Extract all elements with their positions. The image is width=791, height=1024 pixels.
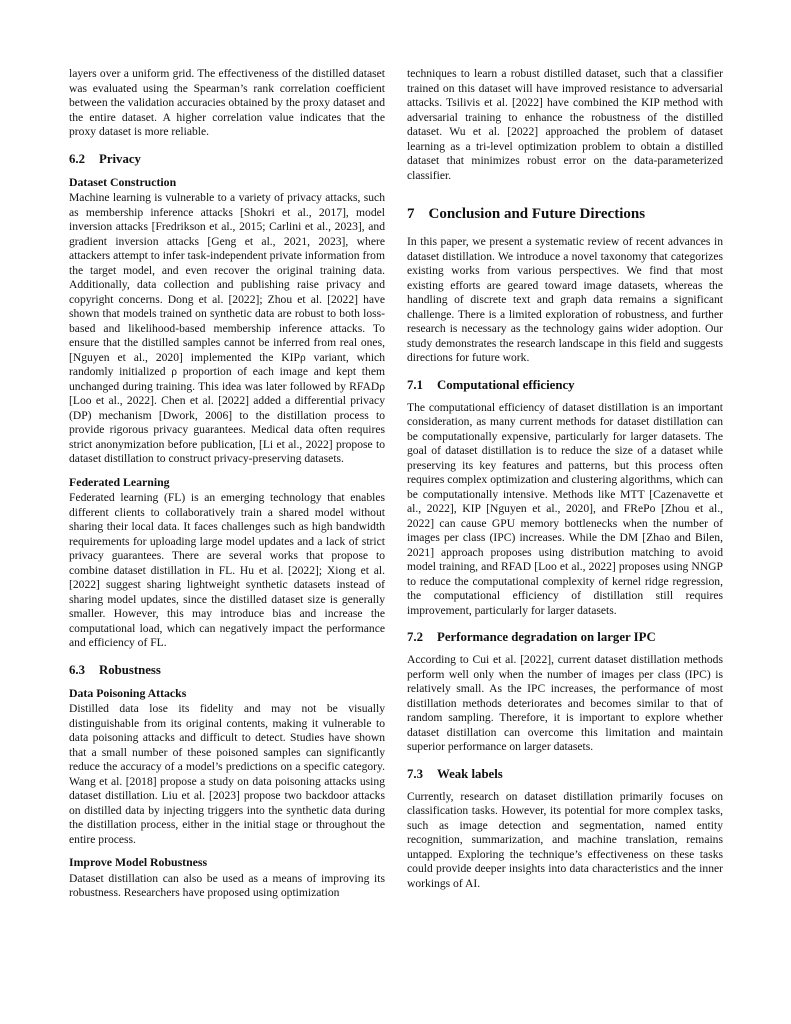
paragraph-data-poisoning: Distilled data lose its fidelity and may not be visually distinguishable from its original contents, making it vulnerable to data poisoning attacks and difficult to detect. Studies have shown that a small number of these poisoned samples can significantly reduce the accuracy of a model’s predictions on a specific category. Wang et al. [2018] propose a study on data poisoning attacks using dataset distillation. Liu et al. [2023] propose two backdoor attacks on distilled data by injecting triggers into the synthetic data during the distillation process, either in the initial stage or throughout the entire process. xyxy=(69,702,385,846)
section-number: 6.2 xyxy=(69,151,85,166)
subheading-dataset-construction: Dataset Construction xyxy=(69,174,177,189)
paragraph-intro: layers over a uniform grid. The effectiveness of the distilled dataset was evaluated using the Spearman’s rank correlation coefficient between the validation accuracies obtained by the proxy dataset and the entire dataset. A higher correlation value indicates that the proxy dataset is more reliable. xyxy=(69,67,385,138)
section-heading-weak-labels xyxy=(407,767,723,782)
subheading-federated-learning: Federated Learning xyxy=(69,474,170,489)
section-title: Robustness xyxy=(99,662,161,677)
chapter-number: 7 xyxy=(407,206,415,222)
right-column xyxy=(407,67,723,891)
section-heading-robustness xyxy=(69,663,385,678)
section-number: 7.2 xyxy=(407,630,423,644)
chapter-heading-conclusion xyxy=(407,205,723,223)
paragraph-computational-efficiency: The computational efficiency of dataset distillation is an important consideration, as many current methods for dataset distillation can be computationally expensive, particularly for larger datasets. The goal of dataset distillation is to reduce the size of a dataset while preserving its key features and patterns, but this process often requires complex optimization and clustering algorithms, which can be computationally intensive. Methods like MTT [Cazenavette et al., 2022], KIP [Nguyen et al., 2020], and FRePo [Zhou et al., 2022] can cause GPU memory bottlenecks when the number of images per class (IPC) increases. While the DM [Zhao and Bilen, 2021] approach proposes using distribution matching to avoid model training, and RFAD [Loo et al., 2022] proposes using NNGP to reduce the computational complexity of kernel ridge regression, the computational efficiency of distillation still requires improvement, particularly for larger datasets. xyxy=(407,400,723,617)
paragraph-dataset-construction: Machine learning is vulnerable to a variety of privacy attacks, such as membership inference attacks [Shokri et al., 2017], model inversion attacks [Fredrikson et al., 2015; Carlini et al., 2023], and gradient inversion attacks [Geng et al., 2021, 2023], where attackers attempt to infer task-independent private information from the target model, and even recover the original training data. Additionally, data collection and publishing raise privacy and copyright concerns. Dong et al. [2022]; Zhou et al. [2022] have shown that models trained on synthetic data are robust to both loss-based and likelihood-based membership inference attacks. To ensure that the distilled samples cannot be inferred from real ones, [Nguyen et al., 2020] implemented the KIPρ variant, which randomly initialized ρ proportion of each image and kept them unchanged during training. This idea was later followed by RFADρ [Loo et al., 2022]. Chen et al. [2022] added a differential privacy (DP) mechanism [Dwork, 2006] to the distillation process to provide rigorous privacy guarantees. Medical data often requires strict anonymization before publication, [Li et al., 2022] propose to dataset distillation to construct privacy-preserving datasets. xyxy=(69,191,385,465)
subheading-improve-robustness: Improve Model Robustness xyxy=(69,855,208,869)
paragraph-conclusion: In this paper, we present a systematic review of recent advances in dataset distillation. We introduce a novel taxonomy that categorizes existing works from various perspectives. We find that most existing efforts are geared toward image datasets, whereas the handling of discrete text and graph data remains a significant challenge. There is a limited exploration of robustness, and further research is necessary as the technology gains wider adoption. Our study demonstrates the research landscape in this field and suggests directions for future work. xyxy=(407,235,723,364)
chapter-title: Conclusion and Future Directions xyxy=(428,206,646,222)
section-title: Performance degradation on larger IPC xyxy=(437,630,656,644)
section-heading-performance-degradation xyxy=(407,630,723,645)
section-title: Privacy xyxy=(99,151,141,166)
paragraph-robustness-continued: techniques to learn a robust distilled dataset, such that a classifier trained on this dataset will have improved resistance to adversarial attacks. Tsilivis et al. [2022] have combined the KIP method with adversarial training to enhance the robustness of the distilled dataset. Wu et al. [2022] approached the problem of dataset learning as a tri-level optimization problem to obtain a distilled dataset that minimizes robust error on the data-parameterized classifier. xyxy=(407,67,723,182)
section-heading-computational-efficiency xyxy=(407,378,723,393)
paragraph-performance-degradation: According to Cui et al. [2022], current dataset distillation methods perform well only when the number of images per class (IPC) is relatively small. As the IPC increases, the performance of most distillation methods deteriorates and becomes similar to that of random sampling. Therefore, it is important to explore whether dataset distillation can overcome this limitation and maintain superior performance on larger datasets. xyxy=(407,653,723,753)
section-title: Computational efficiency xyxy=(437,377,575,392)
section-number: 7.1 xyxy=(407,377,423,392)
subheading-data-poisoning: Data Poisoning Attacks xyxy=(69,685,187,700)
section-heading-privacy xyxy=(69,152,385,167)
section-number: 7.3 xyxy=(407,766,423,781)
left-column xyxy=(69,67,385,901)
paragraph-weak-labels: Currently, research on dataset distillation primarily focuses on classification tasks. However, its potential for more complex tasks, such as image detection and segmentation, named entity recognition, summarization, and machine translation, remains untapped. Exploring the technique’s effectiveness on these tasks could provide deeper insights into data characteristics and the inner workings of AI. xyxy=(407,789,723,890)
section-number: 6.3 xyxy=(69,662,85,677)
section-title: Weak labels xyxy=(437,766,503,781)
paragraph-federated-learning: Federated learning (FL) is an emerging technology that enables different clients to collaboratively train a shared model without sharing their local data. It faces challenges such as high bandwidth requirements for uploading large model updates and a lack of strict privacy guarantees. There are several works that propose to combine dataset distillation in FL. Hu et al. [2022]; Xiong et al. [2022] suggest sharing lightweight synthetic datasets instead of sharing model updates, since the distilled dataset size is generally smaller. However, this may introduce bias and increase the computational load, which can negatively impact the performance and efficiency of FL. xyxy=(69,491,385,649)
paragraph-improve-robustness: Dataset distillation can also be used as a means of improving its robustness. Researchers have proposed using optimization xyxy=(69,871,385,899)
